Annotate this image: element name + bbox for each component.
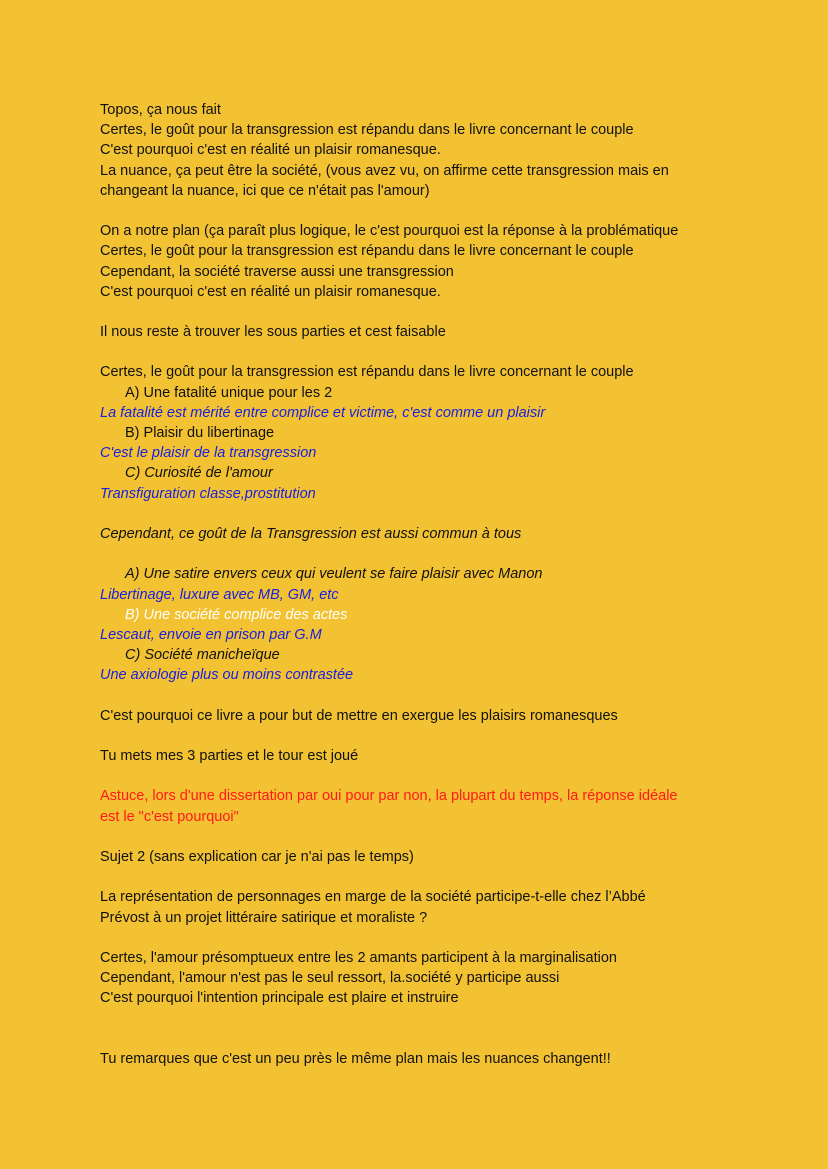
part2-subpart-b: B) Une société complice des actes — [125, 606, 348, 623]
part1-note-b: C'est le plaisir de la transgression — [100, 445, 317, 462]
plan-line: C'est pourquoi l'intention principale est plaire et instruire — [100, 990, 459, 1007]
part2-note-c: Une axiologie plus ou moins contrastée — [100, 667, 354, 684]
document-body — [100, 100, 800, 1069]
text-line: La nuance, ça peut être la société, (vous avez vu, on affirme cette transgression mais en — [100, 162, 669, 179]
question-line: Prévost à un projet littéraire satirique et moraliste ? — [100, 909, 428, 926]
text-line: Il nous reste à trouver les sous parties et cest faisable — [100, 324, 446, 341]
part2-subpart-a: A) Une satire envers ceux qui veulent se faire plaisir avec Manon — [125, 566, 543, 583]
part2-subpart-c: C) Société manicheïque — [125, 647, 280, 664]
text-line: changeant la nuance, ici que ce n'était pas l'amour) — [100, 182, 430, 199]
tip-line: Astuce, lors d'une dissertation par oui pour par non, la plupart du temps, la réponse idéale — [100, 788, 678, 805]
text-line: Tu mets mes 3 parties et le tour est joué — [100, 748, 359, 764]
plan-line: Certes, l'amour présomptueux entre les 2 amants participent à la marginalisation — [100, 949, 617, 966]
text-line: Certes, le goût pour la transgression est répandu dans le livre concernant le couple — [100, 243, 634, 260]
part1-subpart-c: C) Curiosité de l'amour — [125, 465, 273, 482]
text-line: Topos, ça nous fait — [100, 102, 221, 118]
part1-title: Certes, le goût pour la transgression est répandu dans le livre concernant le couple — [100, 364, 634, 381]
part2-note-b: Lescaut, envoie en prison par G.M — [100, 626, 322, 643]
text-line: C'est pourquoi c'est en réalité un plaisir romanesque. — [100, 142, 441, 159]
subject-heading: Sujet 2 (sans explication car je n'ai pas le temps) — [100, 848, 414, 865]
final-remark: Tu remarques que c'est un peu près le même plan mais les nuances changent!! — [100, 1050, 611, 1067]
tip-line: est le "c'est pourquoi" — [100, 808, 239, 825]
part1-subpart-a: A) Une fatalité unique pour les 2 — [125, 384, 333, 401]
conclusion-line: C'est pourquoi ce livre a pour but de mettre en exergue les plaisirs romanesques — [100, 707, 618, 724]
part1-subpart-b: B) Plaisir du libertinage — [125, 425, 275, 441]
part2-title: Cependant, ce goût de la Transgression est aussi commun à tous — [100, 525, 522, 542]
part1-note-c: Transfiguration classe,prostitution — [100, 485, 316, 502]
part1-note-a: La fatalité est mérité entre complice et victime, c'est comme un plaisir — [100, 404, 546, 421]
question-line: La représentation de personnages en marge de la société participe-t-elle chez l’Abbé — [100, 889, 646, 906]
text-line: Certes, le goût pour la transgression est répandu dans le livre concernant le couple — [100, 122, 634, 139]
plan-line: Cependant, l'amour n'est pas le seul ressort, la.société y participe aussi — [100, 970, 560, 987]
text-line: C'est pourquoi c'est en réalité un plaisir romanesque. — [100, 283, 441, 300]
text-line: Cependant, la société traverse aussi une transgression — [100, 263, 454, 280]
text-line: On a notre plan (ça paraît plus logique, le c'est pourquoi est la réponse à la problématique — [100, 223, 679, 240]
part2-note-a: Libertinage, luxure avec MB, GM, etc — [100, 586, 339, 603]
